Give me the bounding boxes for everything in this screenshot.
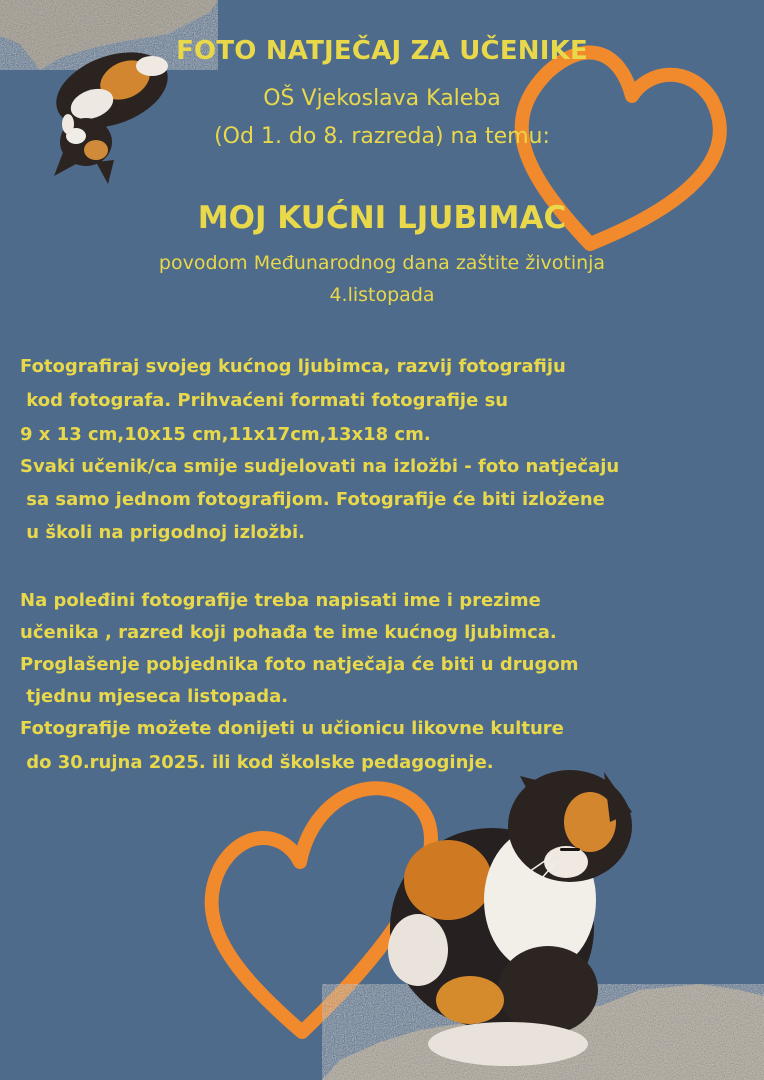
body-line: Na poleđini fotografije treba napisati ime i prezime xyxy=(20,590,541,611)
theme-date: 4.listopada xyxy=(329,284,435,306)
body-line: Proglašenje pobjednika foto natječaja će biti u drugom xyxy=(20,654,579,675)
body-line: učenika , razred koji pohađa te ime kućnog ljubimca. xyxy=(20,622,557,643)
school-name: OŠ Vjekoslava Kaleba xyxy=(263,86,501,111)
theme-occasion: povodom Međunarodnog dana zaštite životinja xyxy=(158,252,606,274)
poster-title: FOTO NATJEČAJ ZA UČENIKE xyxy=(176,36,588,66)
body-line: Svaki učenik/ca smije sudjelovati na izložbi - foto natječaju xyxy=(20,456,620,477)
body-line: Fotografiraj svojeg kućnog ljubimca, razvij fotografiju xyxy=(20,356,566,377)
grade-range: (Od 1. do 8. razreda) na temu: xyxy=(214,124,550,149)
theme-title: MOJ KUĆNI LJUBIMAC xyxy=(197,200,567,236)
body-line: Fotografije možete donijeti u učionicu likovne kulture xyxy=(20,718,564,739)
body-line: kod fotografa. Prihvaćeni formati fotografije su xyxy=(20,390,509,411)
body-line: u školi na prigodnoj izložbi. xyxy=(20,522,305,543)
body-line: do 30.rujna 2025. ili kod školske pedagoginje. xyxy=(20,752,494,773)
body-line: 9 x 13 cm,10x15 cm,11x17cm,13x18 cm. xyxy=(20,424,431,445)
body-line: tjednu mjeseca listopada. xyxy=(20,686,289,707)
body-line: sa samo jednom fotografijom. Fotografije će biti izložene xyxy=(20,489,605,510)
